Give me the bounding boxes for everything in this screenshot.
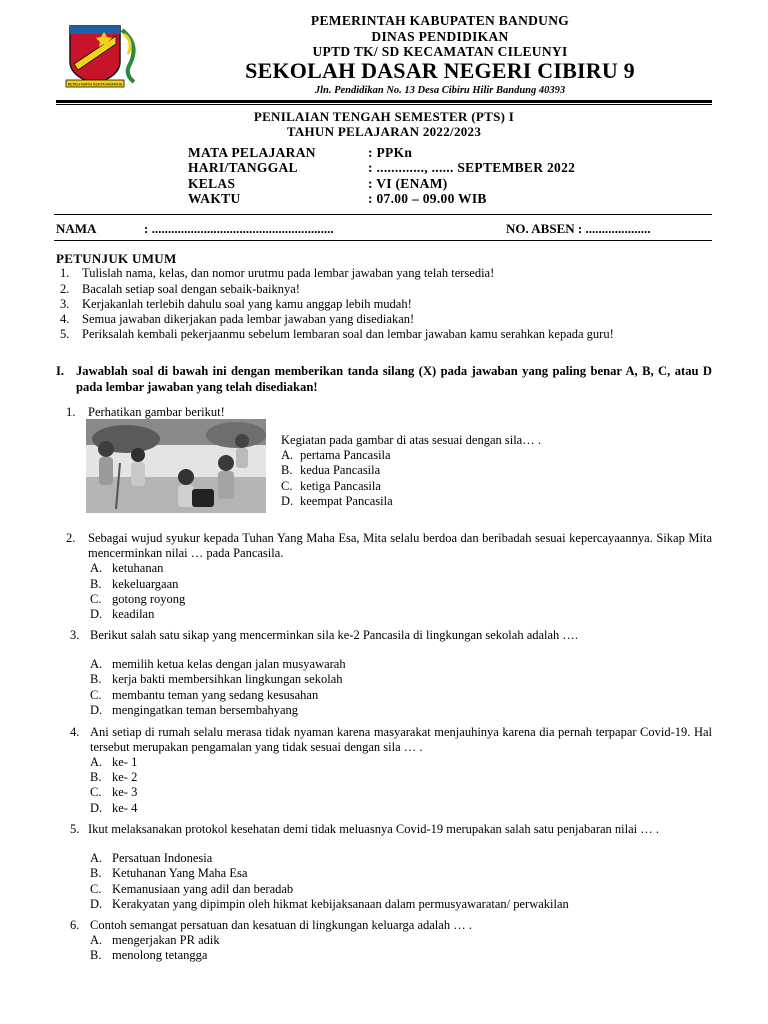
- name-rule-bottom: [54, 240, 712, 241]
- instruction-number: 1.: [60, 266, 70, 280]
- option-letter: A.: [90, 755, 103, 769]
- question-number: 3.: [70, 628, 80, 642]
- option-text: keempat Pancasila: [300, 494, 393, 508]
- option-letter: B.: [281, 463, 293, 477]
- option-letter: B.: [90, 866, 102, 880]
- option-text: ke- 1: [112, 755, 138, 769]
- section-instruction: Jawablah soal di bawah ini dengan memberikan tanda silang (X) pada jawaban yang paling benar A, B, C, atau D pada lembar jawaban yang telah disediakan!: [76, 364, 712, 394]
- option-letter: B.: [90, 770, 102, 784]
- question-text: Ikut melaksanakan protokol kesehatan demi tidak meluasnya Covid-19 merupakan salah satu penjabaran nilai … .: [88, 822, 660, 836]
- option-letter: C.: [90, 688, 102, 702]
- instruction-item: Semua jawaban dikerjakan pada lembar jawaban yang disediakan!: [82, 312, 415, 326]
- name-rule-top: [54, 214, 712, 215]
- option-letter: C.: [90, 882, 102, 896]
- instructions-title: PETUNJUK UMUM: [56, 251, 177, 266]
- option-letter: B.: [90, 672, 102, 686]
- option-text: pertama Pancasila: [300, 448, 391, 462]
- option-text: mengerjakan PR adik: [112, 933, 220, 947]
- option-letter: C.: [90, 592, 102, 606]
- instruction-item: Bacalah setiap soal dengan sebaik-baiknya!: [82, 282, 300, 296]
- school-address: Jln. Pendidikan No. 13 Desa Cibiru Hilir Bandung 40393: [314, 85, 566, 96]
- section-number: I.: [56, 364, 65, 378]
- header-department: DINAS PENDIDIKAN: [371, 29, 509, 44]
- question-number: 4.: [70, 725, 80, 739]
- info-value-time: : 07.00 – 09.00 WIB: [368, 191, 487, 206]
- instruction-number: 3.: [60, 297, 70, 311]
- option-letter: A.: [90, 933, 103, 947]
- question-text: Berikut salah satu sikap yang mencerminkan sila ke-2 Pancasila di lingkungan sekolah adalah ….: [90, 628, 579, 642]
- option-text: Ketuhanan Yang Maha Esa: [112, 866, 248, 880]
- exam-title: PENILAIAN TENGAH SEMESTER (PTS) I: [253, 109, 515, 124]
- name-field: : ........................................................: [144, 221, 334, 236]
- info-value-class: : VI (ENAM): [368, 176, 448, 191]
- instruction-item: Periksalah kembali pekerjaanmu sebelum lembaran soal dan lembar jawaban kamu serahkan kepada guru!: [82, 327, 614, 341]
- question-text: Perhatikan gambar berikut!: [88, 405, 225, 419]
- option-letter: D.: [90, 897, 103, 911]
- question-text: Ani setiap di rumah selalu merasa tidak nyaman karena masyarakat menjauhinya karena dia pernah terpapar Covid-19. Hal tersebut merupakan pengamalan yang tidak sesuai dengan sila … .: [90, 725, 712, 754]
- option-text: ketiga Pancasila: [300, 479, 381, 493]
- header-uptd: UPTD TK/ SD KECAMATAN CILEUNYI: [312, 44, 568, 59]
- option-letter: D.: [281, 494, 294, 508]
- option-text: mengingatkan teman bersembahyang: [112, 703, 299, 717]
- option-text: ke- 2: [112, 770, 138, 784]
- info-value-subject: : PPKn: [368, 145, 413, 160]
- option-text: gotong royong: [112, 592, 186, 606]
- header-government: PEMERINTAH KABUPATEN BANDUNG: [310, 13, 570, 28]
- option-text: membantu teman yang sedang kesusahan: [112, 688, 319, 702]
- header-rule-thin: [56, 104, 712, 105]
- instruction-number: 4.: [60, 312, 70, 326]
- question-number: 5.: [70, 822, 80, 836]
- instruction-number: 2.: [60, 282, 70, 296]
- option-letter: B.: [90, 577, 102, 591]
- exam-year: TAHUN PELAJARAN 2022/2023: [286, 124, 482, 139]
- question-number: 2.: [66, 531, 76, 545]
- question-text: Sebagai wujud syukur kepada Tuhan Yang Maha Esa, Mita selalu berdoa dan beribadah sesuai kepercayaannya. Sikap Mita mencerminkan nilai … pada Pancasila.: [88, 531, 712, 560]
- info-label-time: WAKTU: [188, 191, 241, 206]
- school-name: SEKOLAH DASAR NEGERI CIBIRU 9: [245, 58, 635, 83]
- option-text: Persatuan Indonesia: [112, 851, 213, 865]
- info-label-class: KELAS: [188, 176, 236, 191]
- option-letter: C.: [281, 479, 293, 493]
- option-text: Kerakyatan yang dipimpin oleh hikmat kebijaksanaan dalam permusyawaratan/ perwakilan: [112, 897, 569, 911]
- absen-field: NO. ABSEN : ....................: [506, 221, 651, 236]
- option-text: memilih ketua kelas dengan jalan musyawarah: [112, 657, 346, 671]
- option-text: ketuhanan: [112, 561, 164, 575]
- option-letter: D.: [90, 703, 103, 717]
- info-value-date: : ............., ...... SEPTEMBER 2022: [368, 160, 576, 175]
- option-letter: A.: [281, 448, 294, 462]
- info-label-subject: MATA PELAJARAN: [188, 145, 316, 160]
- question-text-continued: Kegiatan pada gambar di atas sesuai dengan sila… .: [281, 433, 541, 447]
- school-district-logo: [64, 24, 144, 92]
- option-text: keadilan: [112, 607, 155, 621]
- option-letter: D.: [90, 607, 103, 621]
- option-text: kedua Pancasila: [300, 463, 381, 477]
- option-text: kerja bakti membersihkan lingkungan sekolah: [112, 672, 343, 686]
- option-text: menolong tetangga: [112, 948, 208, 962]
- kids-cleaning-photo: [86, 419, 266, 513]
- option-letter: B.: [90, 948, 102, 962]
- option-text: Kemanusiaan yang adil dan beradab: [112, 882, 294, 896]
- option-text: ke- 4: [112, 801, 138, 815]
- option-text: kekeluargaan: [112, 577, 179, 591]
- question-number: 6.: [70, 918, 80, 932]
- instruction-item: Tulislah nama, kelas, dan nomor urutmu pada lembar jawaban yang telah tersedia!: [82, 266, 495, 280]
- option-text: ke- 3: [112, 785, 138, 799]
- instruction-item: Kerjakanlah terlebih dahulu soal yang kamu anggap lebih mudah!: [82, 297, 412, 311]
- name-label: NAMA: [56, 221, 97, 236]
- option-letter: A.: [90, 851, 103, 865]
- option-letter: D.: [90, 801, 103, 815]
- option-letter: C.: [90, 785, 102, 799]
- info-label-date: HARI/TANGGAL: [188, 160, 298, 175]
- option-letter: A.: [90, 657, 103, 671]
- question-number: 1.: [66, 405, 76, 419]
- logo-motto: REPEH RAPIH KERTA RAHARJA: [67, 82, 123, 87]
- instruction-number: 5.: [60, 327, 70, 341]
- question-text: Contoh semangat persatuan dan kesatuan di lingkungan keluarga adalah … .: [90, 918, 472, 932]
- option-letter: A.: [90, 561, 103, 575]
- header-rule-thick: [56, 100, 712, 103]
